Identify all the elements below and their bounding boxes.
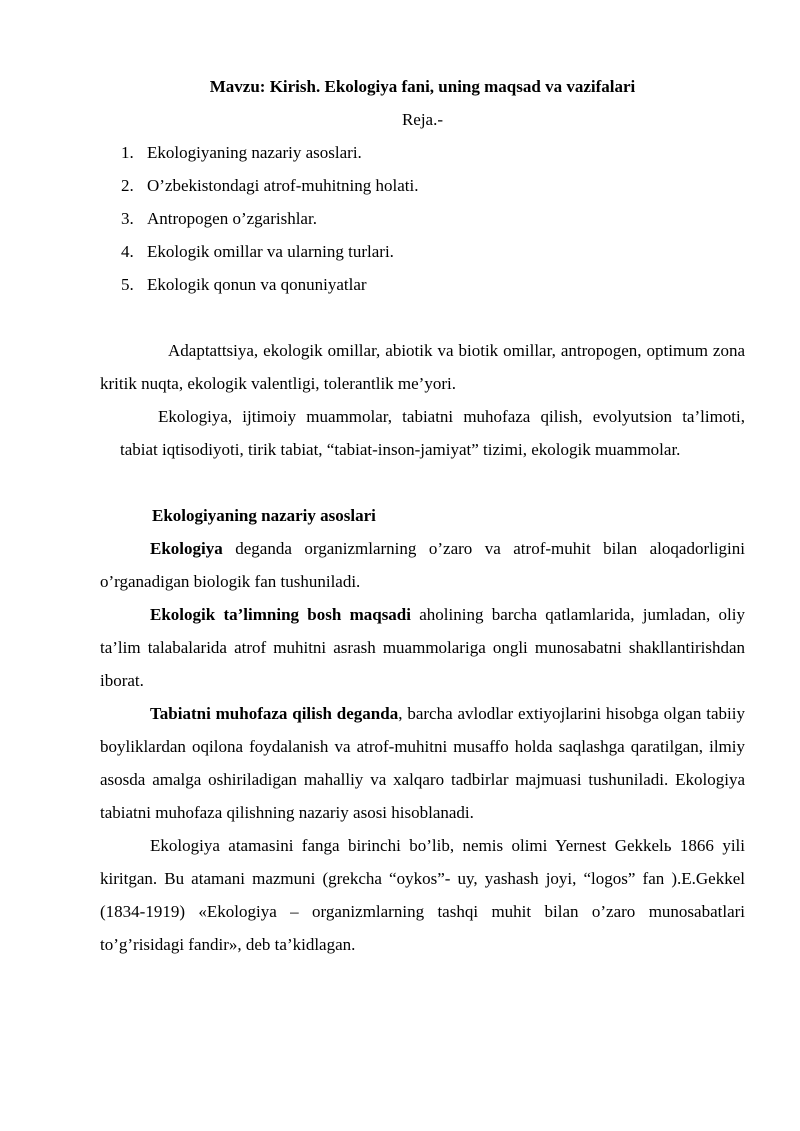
keywords-paragraph-1: Adaptattsiya, ekologik omillar, abiotik va biotik omillar, antropogen, optimum zona kritik nuqta, ekologik valentligi, tolerantlik me’yori. xyxy=(100,341,745,393)
blank-line xyxy=(100,466,745,499)
plan-item-text: Ekologiyaning nazariy asoslari. xyxy=(147,143,362,162)
body-paragraph xyxy=(100,829,745,961)
plan-item-text: Ekologik omillar va ularning turlari. xyxy=(147,242,394,261)
plan-item-number: 3. xyxy=(121,209,134,228)
document-title: Mavzu: Kirish. Ekologiya fani, uning maqsad va vazifalari xyxy=(209,77,636,96)
plan-item-text: Antropogen o’zgarishlar. xyxy=(147,209,317,228)
plan-item-text: O’zbekistondagi atrof-muhitning holati. xyxy=(147,176,419,195)
plan-item-number: 2. xyxy=(121,176,134,195)
plan-item xyxy=(121,202,745,235)
paragraph-text: deganda organizmlarning o’zaro va atrof-muhit bilan aloqadorligini o’rganadigan biologik fan tushuniladi. xyxy=(100,539,745,591)
plan-item-number: 5. xyxy=(121,275,134,294)
plan-label: Reja.- xyxy=(401,110,444,129)
body-paragraph xyxy=(100,697,745,829)
section-heading: Ekologiyaning nazariy asoslari xyxy=(152,506,376,525)
plan-list xyxy=(100,136,745,301)
paragraph-bold-lead: Ekologiya xyxy=(150,539,223,558)
paragraph-bold-lead: Tabiatni muhofaza qilish deganda xyxy=(150,704,399,723)
blank-line xyxy=(100,301,745,334)
plan-item xyxy=(121,169,745,202)
body-paragraph xyxy=(100,532,745,598)
paragraph-text: Ekologiya atamasini fanga birinchi bo’lib, nemis olimi Yernest Gekkelь 1866 yili kiritgan. Bu atamani mazmuni (grekcha “oykos”- uy, yashash joyi, “logos” fan ).E.Gekkel (1834-1919) «Ekologiya – organizmlarning tashqi muhit bilan o’zaro munosabatlari to’g’risidagi fandir», deb ta’kidlagan. xyxy=(100,836,745,954)
plan-item-text: Ekologik qonun va qonuniyatlar xyxy=(147,275,367,294)
plan-item xyxy=(121,268,745,301)
plan-item-number: 1. xyxy=(121,143,134,162)
keywords-paragraph-2: Ekologiya, ijtimoiy muammolar, tabiatni muhofaza qilish, evolyutsion ta’limoti, tabiat iqtisodiyoti, tirik tabiat, “tabiat-inson-jamiyat” tizimi, ekologik muammolar. xyxy=(120,407,745,459)
body-paragraph xyxy=(100,598,745,697)
paragraph-text: , barcha avlodlar extiyojlarini hisobga olgan tabiiy boyliklardan oqilona foydalanish va atrof-muhitni musaffo holda saqlashga qaratilgan, ilmiy asosda amalga oshiriladigan mahalliy va xalqaro tadbirlar majmuasi tushuniladi. Ekologiya tabiatni muhofaza qilishning nazariy asosi hisoblanadi. xyxy=(100,704,745,822)
paragraph-bold-lead: Ekologik ta’limning bosh maqsadi xyxy=(150,605,411,624)
plan-item xyxy=(121,235,745,268)
plan-item-number: 4. xyxy=(121,242,134,261)
plan-item xyxy=(121,136,745,169)
paragraph-text: aholining barcha qatlamlarida, jumladan, oliy ta’lim talabalarida atrof muhitni asrash muammolariga ongli munosabatni shakllantirishdan iborat. xyxy=(100,605,745,690)
